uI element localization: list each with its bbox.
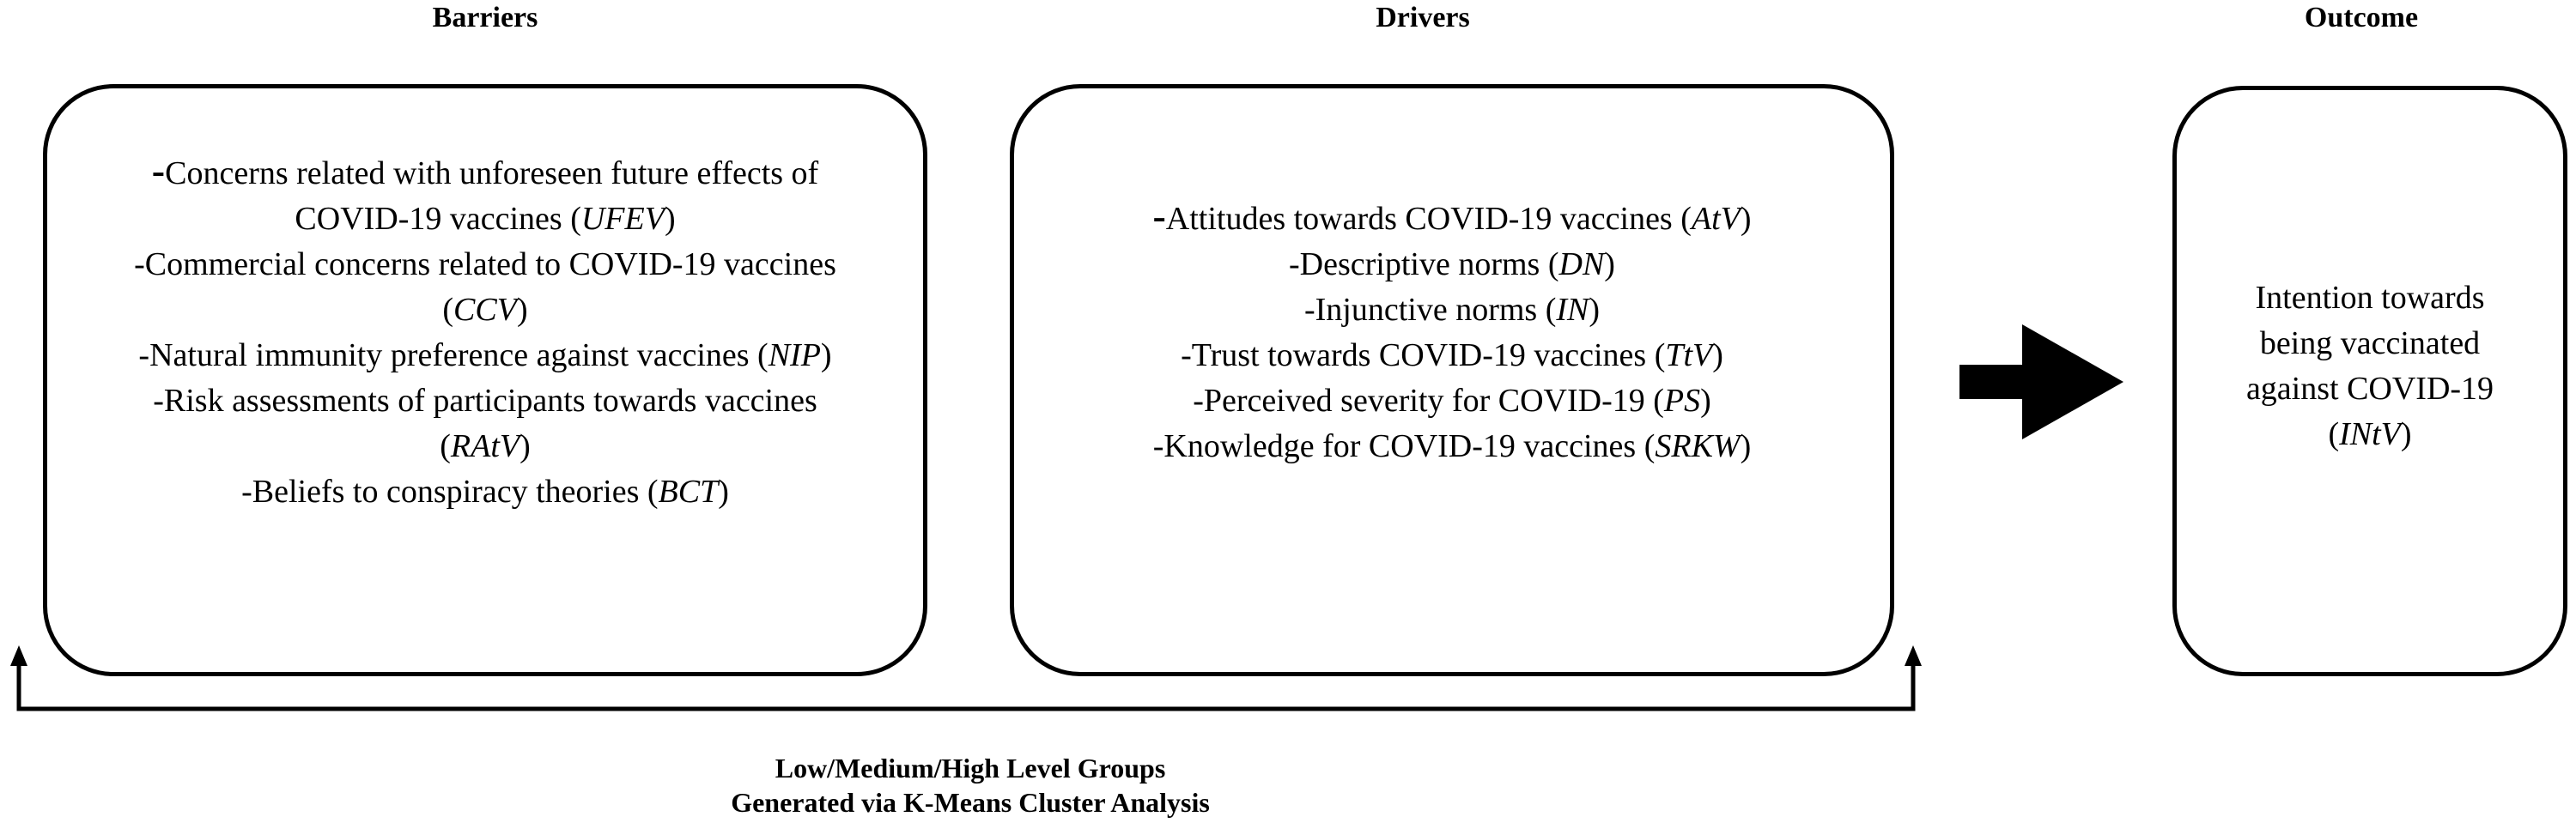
barrier-paren: ) (519, 427, 531, 464)
cluster-caption-line2: Generated via K-Means Cluster Analysis (731, 787, 1210, 818)
driver-text: Attitudes towards COVID-19 vaccines ( (1165, 200, 1692, 237)
barrier-paren: ) (718, 473, 729, 510)
driver-abbr: DN (1558, 245, 1605, 282)
barriers-box (43, 84, 927, 676)
outcome-box (2172, 86, 2567, 676)
barrier-abbr: NIP (768, 336, 821, 373)
driver-text: -Descriptive norms ( (1289, 245, 1559, 282)
drivers-box (1010, 84, 1894, 676)
barrier-text: -Commercial concerns related to COVID-19 vaccines (134, 245, 836, 282)
driver-text: -Perceived severity for COVID-19 ( (1193, 382, 1664, 419)
driver-item-atv (1152, 193, 1751, 242)
driver-paren: ) (1589, 291, 1601, 328)
driver-abbr: SRKW (1655, 427, 1741, 464)
up-arrow-icon (10, 645, 27, 666)
driver-text: -Knowledge for COVID-19 vaccines ( (1152, 427, 1656, 464)
barrier-item-nip (138, 333, 831, 378)
driver-paren: ) (1604, 245, 1615, 282)
driver-item-srkw (1153, 424, 1751, 469)
bullet-dash: - (151, 148, 166, 192)
barrier-item-ratv (153, 378, 817, 469)
cluster-caption-line1: Low/Medium/High Level Groups (775, 753, 1166, 784)
barrier-paren: ) (820, 336, 832, 373)
outcome-abbr-line (2328, 412, 2411, 457)
up-arrow-icon (1905, 645, 1922, 666)
barrier-text: -Risk assessments of participants towards vaccines (153, 382, 817, 419)
driver-text: -Injunctive norms ( (1303, 291, 1557, 328)
outcome-paren: ( (2328, 415, 2340, 452)
right-arrow-icon (1959, 324, 2123, 439)
driver-paren: ) (1740, 200, 1752, 237)
barrier-abbr: CCV (453, 291, 517, 328)
outcome-abbr: INtV (2339, 415, 2401, 452)
driver-item-dn (1289, 242, 1615, 287)
barrier-abbr: BCT (658, 473, 719, 510)
barrier-text: COVID-19 vaccines ( (295, 200, 581, 237)
barrier-paren: ) (664, 200, 676, 237)
outcome-line: Intention towards (2255, 279, 2485, 316)
driver-item-ps (1193, 378, 1711, 424)
barrier-paren: ( (440, 427, 451, 464)
driver-abbr: AtV (1691, 200, 1741, 237)
driver-paren: ) (1712, 336, 1723, 373)
driver-abbr: TtV (1665, 336, 1713, 373)
driver-item-in (1304, 287, 1600, 333)
bullet-dash: - (1152, 193, 1166, 238)
drivers-heading: Drivers (1376, 2, 1470, 33)
barrier-paren: ) (516, 291, 528, 328)
barrier-item-ccv (134, 242, 836, 333)
barriers-heading: Barriers (432, 2, 538, 33)
driver-item-ttv (1181, 333, 1723, 378)
driver-abbr: IN (1556, 291, 1589, 328)
barrier-text: -Beliefs to conspiracy theories ( (241, 473, 659, 510)
driver-paren: ) (1700, 382, 1711, 419)
outcome-paren: ) (2400, 415, 2412, 452)
barrier-paren: ( (442, 291, 454, 328)
driver-paren: ) (1740, 427, 1752, 464)
barrier-abbr: UFEV (580, 200, 665, 237)
driver-text: -Trust towards COVID-19 vaccines ( (1181, 336, 1666, 373)
barrier-item-ufev (152, 148, 818, 242)
outcome-line: against COVID-19 (2245, 370, 2494, 407)
driver-abbr: PS (1663, 382, 1701, 419)
outcome-line: being vaccinated (2259, 324, 2481, 361)
outcome-heading: Outcome (2304, 2, 2419, 33)
barrier-abbr: RAtV (450, 427, 520, 464)
barrier-text: Concerns related with unforeseen future effects of (165, 154, 819, 191)
barrier-text: -Natural immunity preference against vaccines ( (138, 336, 769, 373)
barrier-item-bct (241, 469, 729, 515)
